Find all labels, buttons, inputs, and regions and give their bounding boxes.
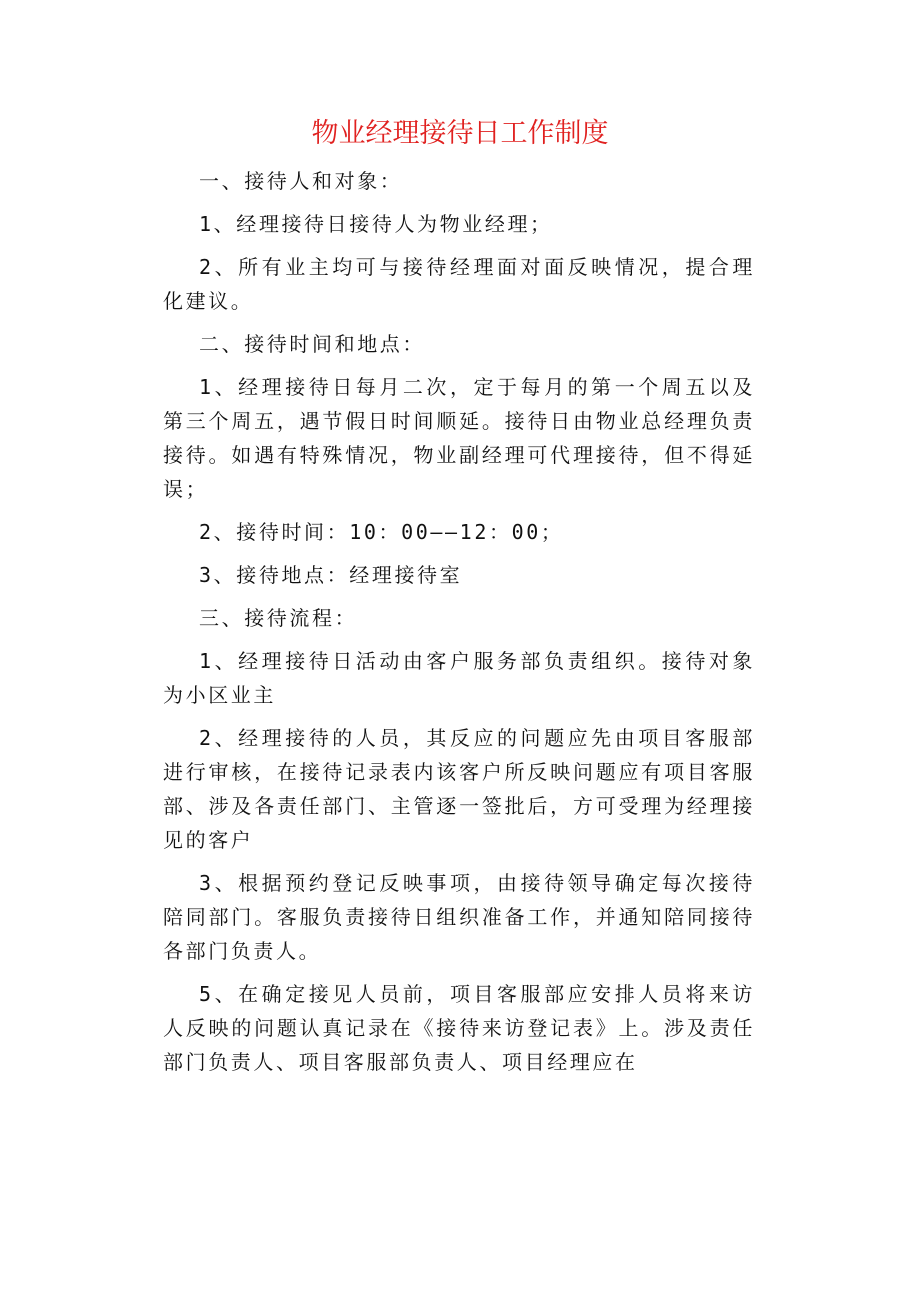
section-heading-3: 三、接待流程： — [199, 606, 358, 630]
paragraph: 3、根据预约登记反映事项，由接待领导确定每次接待陪同部门。客服负责接待日组织准备工作，并通知陪同接待各部门负责人。 — [163, 871, 755, 963]
document-title: 物业经理接待日工作制度 — [311, 118, 609, 149]
document-body — [163, 164, 755, 1088]
paragraph: 3、接待地点：经理接待室 — [199, 563, 463, 587]
paragraph: 2、所有业主均可与接待经理面对面反映情况，提合理化建议。 — [163, 255, 755, 313]
paragraph: 1、经理接待日每月二次，定于每月的第一个周五以及第三个周五，遇节假日时间顺延。接待日由物业总经理负责接待。如遇有特殊情况，物业副经理可代理接待，但不得延误； — [163, 375, 755, 501]
paragraph: 2、接待时间：10：00——12：00； — [199, 520, 564, 544]
paragraph: 1、经理接待日活动由客户服务部负责组织。接待对象为小区业主 — [163, 649, 755, 707]
section-heading-2: 二、接待时间和地点： — [199, 332, 425, 356]
paragraph: 2、经理接待的人员，其反应的问题应先由项目客服部进行审核，在接待记录表内该客户所反映问题应有项目客服部、涉及各责任部门、主管逐一签批后，方可受理为经理接见的客户 — [163, 726, 755, 852]
section-heading-1: 一、接待人和对象： — [199, 169, 403, 193]
paragraph: 1、经理接待日接待人为物业经理； — [199, 212, 553, 236]
paragraph: 5、在确定接见人员前，项目客服部应安排人员将来访人反映的问题认真记录在《接待来访登记表》上。涉及责任部门负责人、项目客服部负责人、项目经理应在 — [163, 982, 755, 1074]
